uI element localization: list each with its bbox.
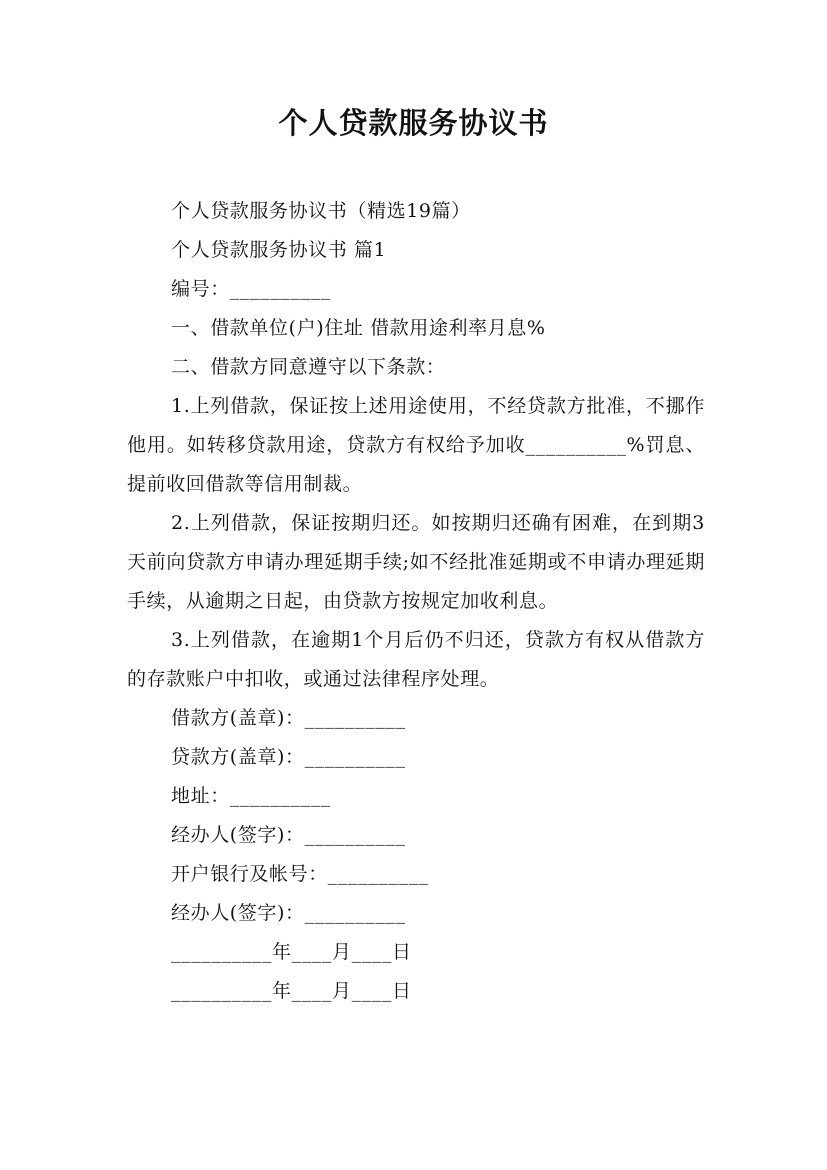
number-field: 编号：__________: [171, 278, 331, 300]
borrower-seal-field: 借款方(盖章)：__________: [171, 707, 406, 729]
term-paragraph-1: 1.上列借款，保证按上述用途使用，不经贷款方批准，不挪作他用。如转移贷款用途，贷款方有权给予加收__________%罚息、提前收回借款等信用制裁。: [127, 395, 705, 495]
term-paragraph-2: 2.上列借款，保证按期归还。如按期归还确有困难，在到期3天前向贷款方申请办理延期手续;如不经批准延期或不申请办理延期手续，从逾期之日起，由贷款方按规定加收利息。: [127, 512, 705, 612]
section-heading: 个人贷款服务协议书 篇1: [171, 239, 387, 261]
bank-account-field: 开户银行及帐号：__________: [171, 863, 429, 885]
clause-one: 一、借款单位(户)住址 借款用途利率月息%: [171, 317, 546, 339]
address-field: 地址：__________: [171, 785, 331, 807]
handler-signature-field-1: 经办人(签字)：__________: [171, 824, 406, 846]
document-title: 个人贷款服务协议书: [278, 106, 549, 140]
date-field-2: __________年____月____日: [171, 980, 412, 1002]
clause-two: 二、借款方同意遵守以下条款：: [171, 356, 446, 378]
lender-seal-field: 贷款方(盖章)：__________: [171, 746, 406, 768]
subtitle-line: 个人贷款服务协议书（精选19篇）: [171, 200, 471, 222]
term-paragraph-3: 3.上列借款，在逾期1个月后仍不归还，贷款方有权从借款方的存款账户中扣收，或通过法律程序处理。: [127, 629, 705, 690]
handler-signature-field-2: 经办人(签字)：__________: [171, 902, 406, 924]
document-body: [127, 192, 705, 1011]
date-field-1: __________年____月____日: [171, 941, 412, 963]
